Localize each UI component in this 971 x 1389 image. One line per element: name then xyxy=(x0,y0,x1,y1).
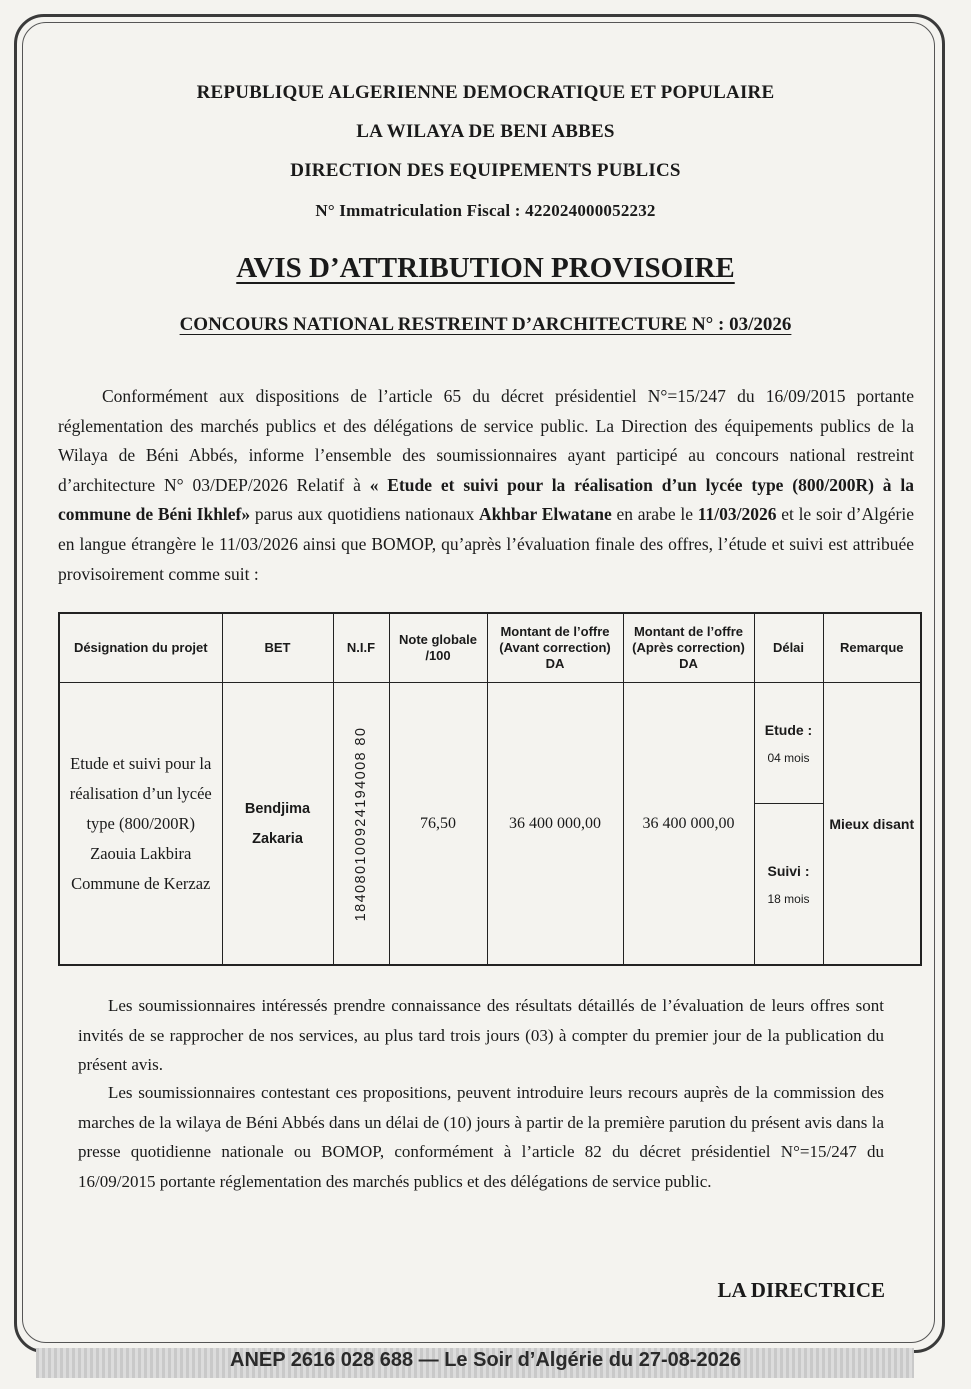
delai-etude-label: Etude : xyxy=(764,722,813,738)
nif-value: 184080100924194008 80 xyxy=(353,726,369,921)
table-row xyxy=(59,683,921,966)
document-title: AVIS D’ATTRIBUTION PROVISOIRE xyxy=(236,252,735,284)
delai-suivi-label: Suivi : xyxy=(767,863,810,879)
header-direction: DIRECTION DES EQUIPEMENTS PUBLICS xyxy=(290,160,681,181)
table-header-row xyxy=(59,613,921,683)
header-delai: Délai xyxy=(754,613,823,683)
delai-etude-value: 04 mois xyxy=(767,751,810,765)
intro-paragraph: Conformément aux dispositions de l’article 65 du décret présidentiel N°=15/247 du 16/09/2015 portante réglementation des marchés publics et des délégations de service public. La Direction des équipements publics de la Wilaya de Béni Abbés, informe l’ensemble des soumissionnaires ayant participé au concours national restreint d’architecture N° 03/DEP/2026 Relatif à « Etude et suivi pour la réalisation d’un lycée type (800/200R) à la commune de Béni Ikhlef» parus aux quotidiens nationaux Akhbar Elwatane en arabe le 11/03/2026 et le soir d’Algérie en langue étrangère le 11/03/2026 ainsi que BOMOP, qu’après l’évaluation finale des offres, l’étude et suivi est attribuée provisoirement comme suit : xyxy=(58,386,914,584)
footer-publication-ref: ANEP 2616 028 688 — Le Soir d’Algérie du 27-08-2026 xyxy=(230,1349,741,1371)
cell-nif xyxy=(333,683,389,966)
cell-montant-apres: 36 400 000,00 xyxy=(623,683,754,966)
outro-paragraph-1: Les soumissionnaires intéressés prendre connaissance des résultats détaillés de l’évaluation de leurs offres sont invités de se rapprocher de nos services, au plus tard trois jours (03) à compter du premier jour de la publication du présent avis. xyxy=(78,996,884,1074)
header-montant-apres: Montant de l’offre (Après correction) DA xyxy=(623,613,754,683)
header-note: Note globale /100 xyxy=(389,613,487,683)
header-nif: N.I.F xyxy=(333,613,389,683)
header-fiscal-id: N° Immatriculation Fiscal : 422024000052232 xyxy=(315,201,656,220)
results-table xyxy=(58,612,922,966)
delai-suivi xyxy=(755,804,823,964)
header-designation: Désignation du projet xyxy=(59,613,222,683)
cell-remarque: Mieux disant xyxy=(823,683,921,966)
cell-note: 76,50 xyxy=(389,683,487,966)
header-remarque: Remarque xyxy=(823,613,921,683)
delai-suivi-value: 18 mois xyxy=(767,892,810,906)
header-wilaya: LA WILAYA DE BENI ABBES xyxy=(356,121,615,142)
header-montant-avant: Montant de l’offre (Avant correction) DA xyxy=(487,613,623,683)
cell-bet: Bendjima Zakaria xyxy=(222,683,333,966)
signature: LA DIRECTRICE xyxy=(717,1278,885,1302)
cell-designation: Etude et suivi pour la réalisation d’un lycée type (800/200R) Zaouia Lakbira Commune de Kerzaz xyxy=(59,683,222,966)
cell-montant-avant: 36 400 000,00 xyxy=(487,683,623,966)
cell-delai xyxy=(754,683,823,966)
outro-paragraph-2: Les soumissionnaires contestant ces propositions, peuvent introduire leurs recours auprès de la commission des marches de la wilaya de Béni Abbés dans un délai de (10) jours à partir de la première parution du présent avis dans la presse quotidienne nationale ou BOMOP, conformément à l’article 82 du décret présidentiel N°=15/247 du 16/09/2015 portante réglementation des marchés publics et des délégations de service public. xyxy=(78,1083,884,1191)
delai-etude xyxy=(755,683,823,804)
header-republic: REPUBLIQUE ALGERIENNE DEMOCRATIQUE ET POPULAIRE xyxy=(196,82,775,103)
header-bet: BET xyxy=(222,613,333,683)
document-subtitle: CONCOURS NATIONAL RESTREINT D’ARCHITECTURE N° : 03/2026 xyxy=(179,314,792,335)
